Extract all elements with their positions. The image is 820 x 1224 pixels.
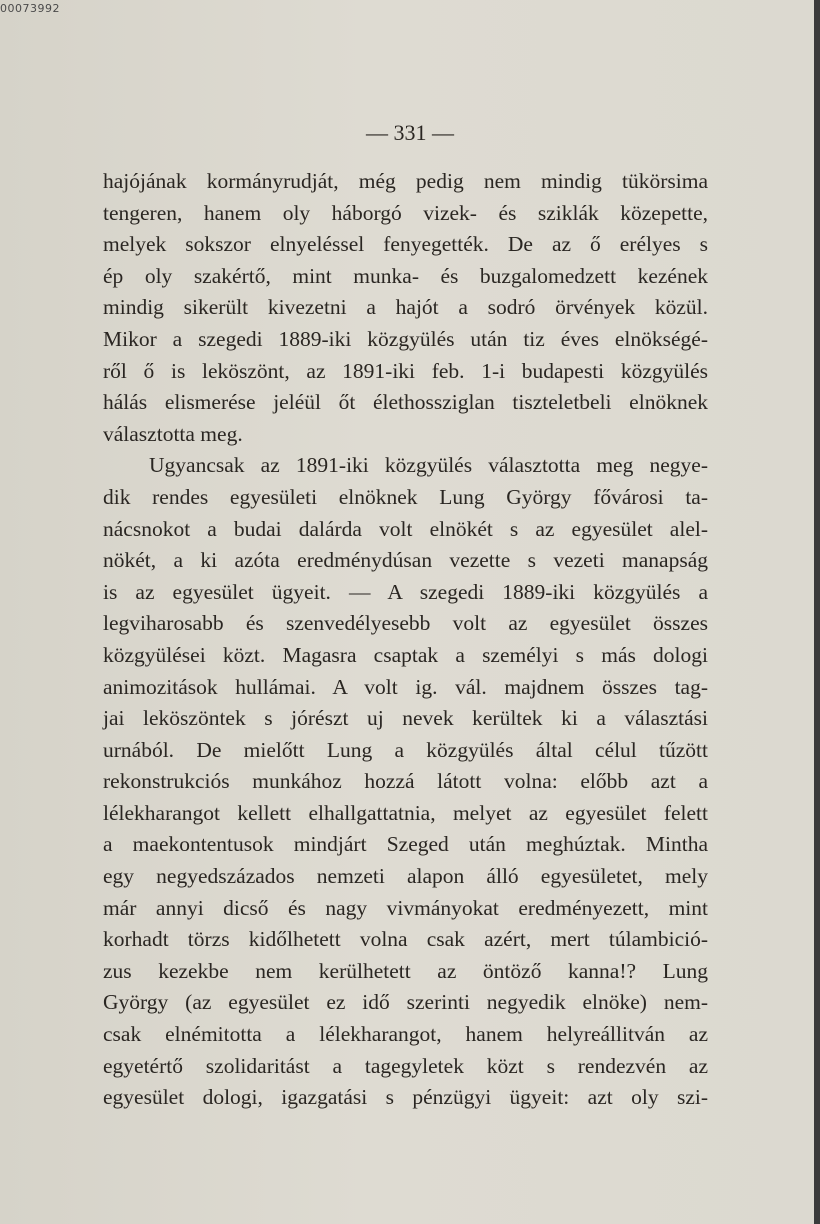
page-edge-shadow	[814, 0, 820, 1224]
text-line: nökét, a ki azóta eredménydúsan vezette s vezeti manapság	[103, 548, 708, 573]
page-number: — 331 —	[366, 120, 454, 145]
text-line: legviharosabb és szenvedélyesebb volt az egyesület összes	[103, 611, 708, 636]
text-line: egyesület dologi, igazgatási s pénzügyi ügyeit: azt oly szi-	[103, 1085, 708, 1110]
text-line: hálás elismerése jeléül őt élethossziglan tiszteletbeli elnöknek	[103, 390, 708, 415]
text-line: hajójának kormányrudját, még pedig nem mindig tükörsima	[103, 169, 708, 193]
text-line: melyek sokszor elnyeléssel fenyegették. De az ő erélyes s	[103, 232, 708, 257]
text-line: ép oly szakértő, mint munka- és buzgalomedzett kezének	[103, 263, 708, 288]
text-line: György (az egyesület ez idő szerinti negyedik elnöke) nem-	[103, 990, 708, 1015]
text-line: jai leköszöntek s jórészt uj nevek kerültek ki a választási	[103, 706, 708, 731]
text-line: egy negyedszázados nemzeti alapon álló egyesületet, mely	[103, 864, 708, 889]
text-line: közgyülései közt. Magasra csaptak a személyi s más dologi	[103, 642, 708, 667]
text-line: urnából. De mielőtt Lung a közgyülés által célul tűzött	[103, 737, 708, 762]
text-line: zus kezekbe nem kerülhetett az öntöző kanna!? Lung	[103, 958, 708, 983]
text-line: dik rendes egyesületi elnöknek Lung György fővárosi ta-	[103, 484, 708, 509]
text-line: korhadt törzs kidőlhetett volna csak azért, mert túlambició-	[103, 927, 708, 952]
text-line: rekonstrukciós munkához hozzá látott volna: előbb azt a	[103, 769, 708, 794]
text-line: egyetértő szolidaritást a tagegyletek közt s rendezvén az	[103, 1053, 708, 1078]
text-line: ről ő is leköszönt, az 1891-iki feb. 1-i budapesti közgyülés	[103, 358, 708, 383]
scan-id: 00073992	[0, 2, 60, 15]
text-line: nácsnokot a budai dalárda volt elnökét s az egyesület alel-	[103, 516, 708, 541]
text-line: csak elnémitotta a lélekharangot, hanem helyreállitván az	[103, 1022, 708, 1047]
body-text	[103, 166, 708, 1114]
text-line: már annyi dicső és nagy vivmányokat eredményezett, mint	[103, 895, 708, 920]
text-line: lélekharangot kellett elhallgattatnia, melyet az egyesület felett	[103, 800, 708, 825]
text-line: választotta meg.	[103, 421, 243, 446]
text-line: Ugyancsak az 1891-iki közgyülés választotta meg negye-	[149, 453, 708, 478]
text-line: tengeren, hanem oly háborgó vizek- és sziklák közepette,	[103, 200, 708, 225]
text-line: is az egyesület ügyeit. — A szegedi 1889-iki közgyülés a	[103, 579, 708, 604]
text-line: animozitások hullámai. A volt ig. vál. majdnem összes tag-	[103, 674, 708, 699]
text-line: mindig sikerült kivezetni a hajót a sodró örvények közül.	[103, 295, 708, 320]
text-line: a maekontentusok mindjárt Szeged után meghúztak. Mintha	[103, 832, 708, 857]
text-line: Mikor a szegedi 1889-iki közgyülés után tiz éves elnökségé-	[103, 326, 708, 351]
